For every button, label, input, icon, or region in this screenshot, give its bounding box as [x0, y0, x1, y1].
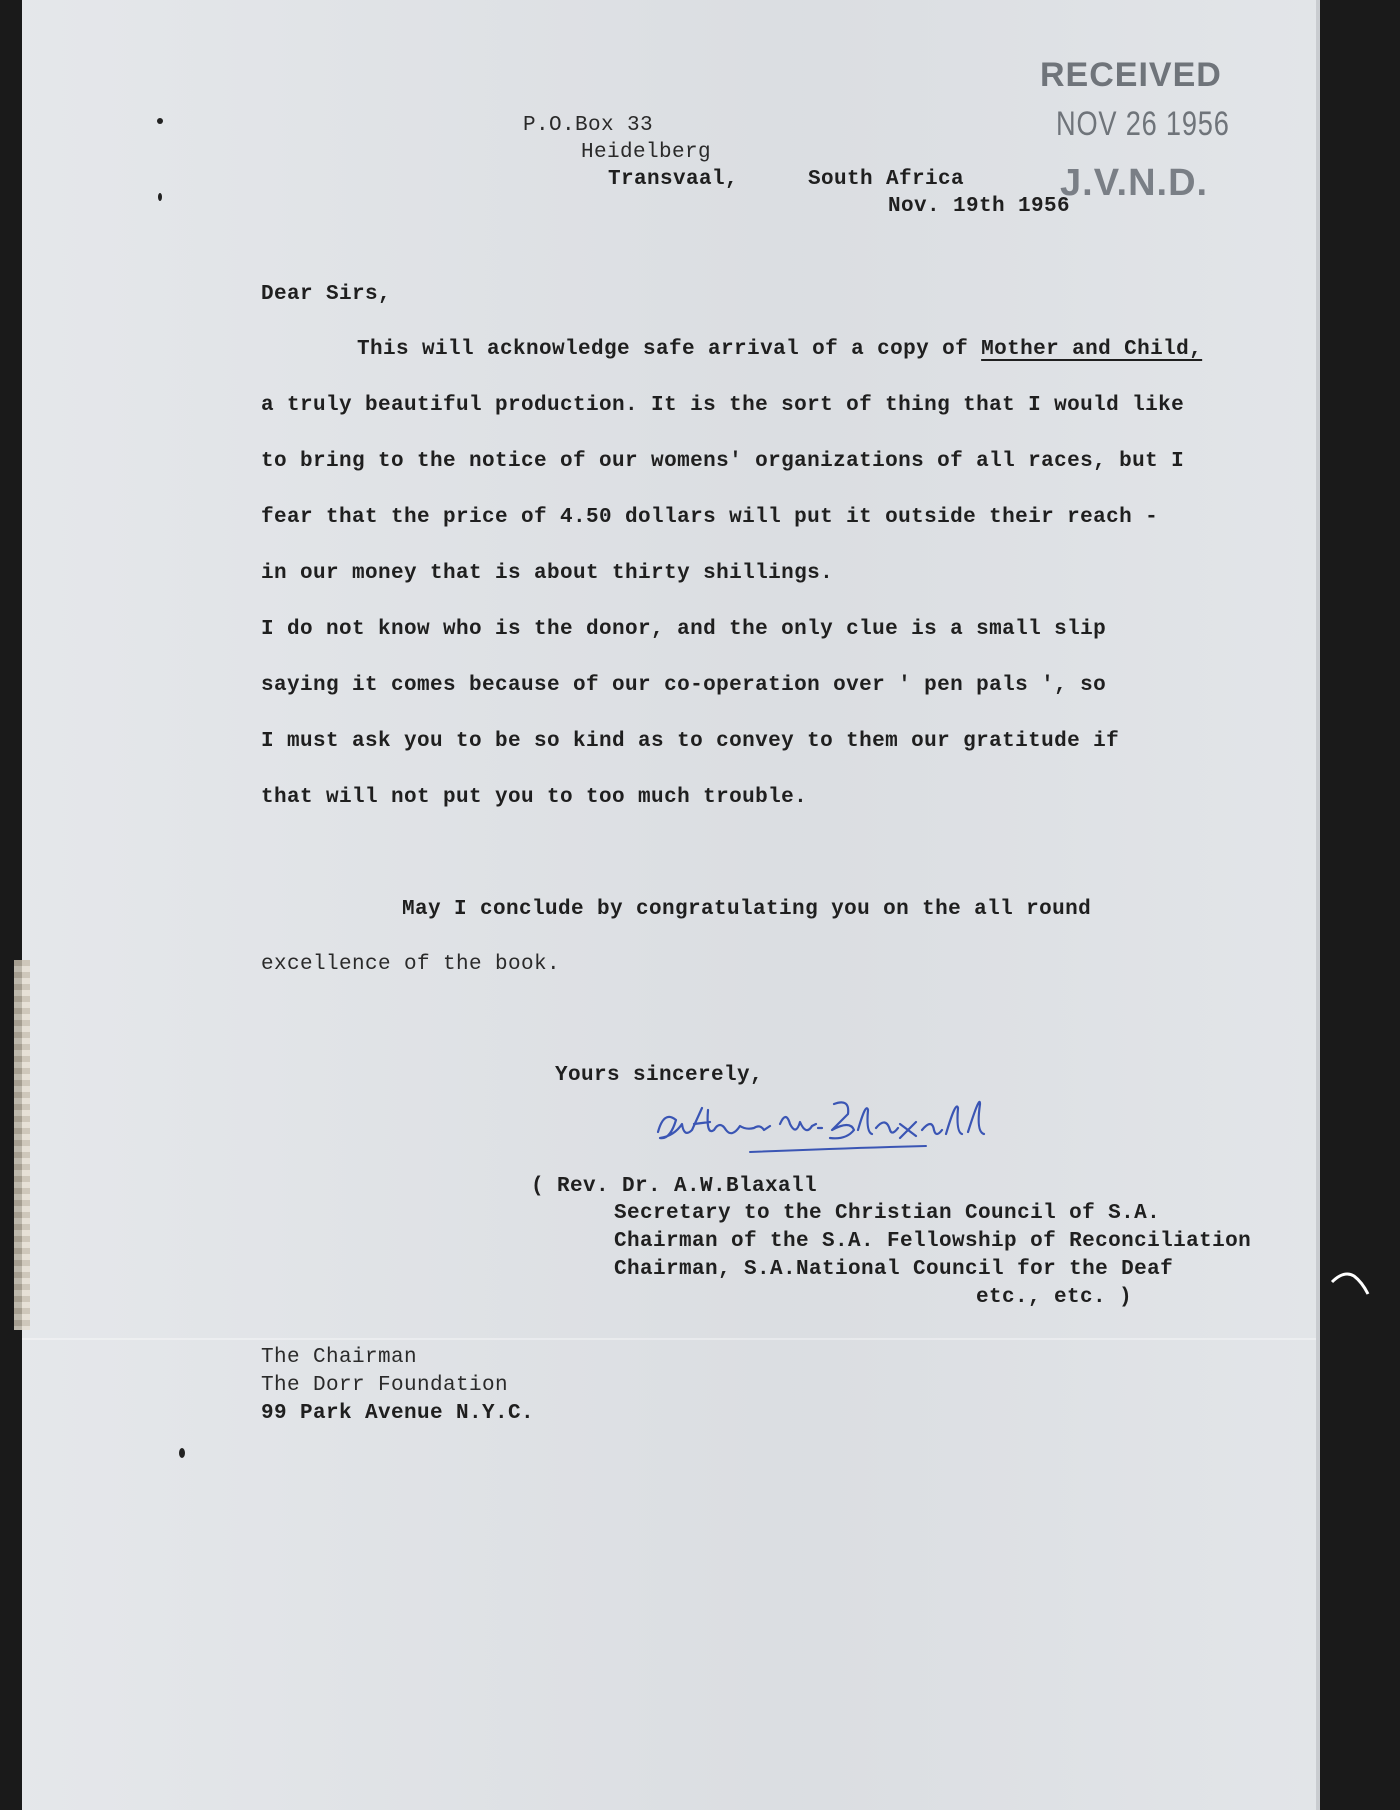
signatory-title: etc., etc. ) — [976, 1286, 1133, 1309]
recipient-line: The Chairman — [261, 1346, 418, 1369]
signatory-name: ( Rev. Dr. A.W.Blaxall — [531, 1175, 818, 1198]
fold-crease — [22, 1338, 1316, 1340]
punch-mark — [157, 118, 163, 124]
received-stamp: RECEIVED — [1040, 56, 1222, 94]
salutation: Dear Sirs, — [261, 283, 392, 306]
body-line: in our money that is about thirty shillings. — [261, 562, 834, 585]
body-line: I do not know who is the donor, and the only clue is a small slip — [261, 618, 1107, 641]
signatory-title: Chairman of the S.A. Fellowship of Reconciliation — [614, 1230, 1252, 1253]
body-line: I must ask you to be so kind as to convey to them our gratitude if — [261, 730, 1120, 753]
signature-image — [650, 1080, 1010, 1170]
body-line: fear that the price of 4.50 dollars will put it outside their reach - — [261, 506, 1159, 529]
body-line: to bring to the notice of our womens' organizations of all races, but I — [261, 450, 1185, 473]
paper-edge — [1316, 0, 1320, 1810]
paper-curl-icon — [1330, 1260, 1370, 1300]
received-stamp-date: NOV 26 1956 — [1056, 105, 1230, 143]
header-province: Transvaal, — [608, 168, 739, 191]
body-line: May I conclude by congratulating you on the all round — [402, 898, 1092, 921]
header-country: South Africa — [808, 168, 965, 191]
punch-mark — [158, 193, 162, 201]
valediction: Yours sincerely, — [555, 1064, 764, 1087]
body-text: This will acknowledge safe arrival of a copy of — [357, 338, 982, 361]
body-line — [357, 338, 1202, 362]
header-city: Heidelberg — [581, 141, 712, 164]
recipient-line: The Dorr Foundation — [261, 1374, 509, 1397]
header-po-box: P.O.Box 33 — [523, 114, 654, 137]
received-stamp-initials: J.V.N.D. — [1060, 162, 1209, 204]
recipient-line: 99 Park Avenue N.Y.C. — [261, 1402, 535, 1425]
body-line: excellence of the book. — [261, 953, 561, 976]
signatory-title: Secretary to the Christian Council of S.A. — [614, 1202, 1161, 1225]
body-line: that will not put you to too much trouble. — [261, 786, 808, 809]
letter-date: Nov. 19th 1956 — [888, 195, 1071, 218]
torn-edge — [14, 960, 30, 1330]
punch-mark — [179, 1448, 185, 1458]
signatory-title: Chairman, S.A.National Council for the Deaf — [614, 1258, 1174, 1281]
body-line: saying it comes because of our co-operation over ' pen pals ', so — [261, 674, 1107, 697]
body-line: a truly beautiful production. It is the sort of thing that I would like — [261, 394, 1185, 417]
book-title: Mother and Child, — [981, 338, 1203, 361]
